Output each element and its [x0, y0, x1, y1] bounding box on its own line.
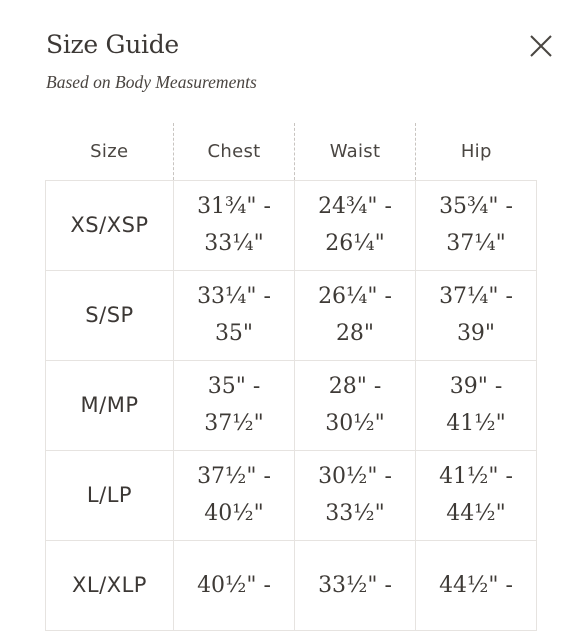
range-end: 44½": [446, 501, 506, 526]
range-start: 30½" -: [318, 464, 392, 489]
hip-cell: [416, 450, 537, 540]
range-start: 37½" -: [197, 464, 271, 489]
table-header-row: [46, 123, 537, 180]
range-start: 33¼" -: [197, 284, 271, 309]
range-start: 28" -: [328, 374, 382, 399]
range-end: 40½": [204, 501, 264, 526]
column-header-waist: Waist: [295, 123, 416, 180]
hip-cell: [416, 360, 537, 450]
hip-cell: [416, 270, 537, 360]
range-start: 35" -: [207, 374, 261, 399]
page-title: Size Guide: [46, 30, 179, 59]
range-start: 26¼" -: [318, 284, 392, 309]
column-header-size: Size: [90, 140, 129, 162]
size-cell: XL/XLP: [46, 540, 174, 630]
range-end: 41½": [446, 411, 506, 436]
range-end: 37¼": [446, 231, 506, 256]
chest-cell: [174, 360, 295, 450]
waist-cell: [295, 180, 416, 270]
close-button[interactable]: [526, 31, 556, 61]
range-end: 28": [335, 321, 375, 346]
range-start: 40½" -: [197, 572, 271, 598]
table-row: [46, 540, 537, 630]
size-cell: L/LP: [46, 450, 174, 540]
range-start: 31¾" -: [197, 194, 271, 219]
range-end: 33½": [325, 501, 385, 526]
waist-cell: [295, 270, 416, 360]
waist-cell: [295, 450, 416, 540]
range-end: 26¼": [325, 231, 385, 256]
hip-cell: [416, 180, 537, 270]
range-start: 33½" -: [318, 572, 392, 598]
column-header-hip: Hip: [416, 123, 537, 180]
range-end: 35": [214, 321, 254, 346]
close-icon: [526, 31, 556, 61]
table-row: [46, 450, 537, 540]
range-end: 30½": [325, 411, 385, 436]
size-cell: XS/XSP: [46, 180, 174, 270]
range-start: 44½" -: [439, 572, 513, 598]
size-table-container: [45, 123, 537, 598]
size-cell: S/SP: [46, 270, 174, 360]
range-end: 39": [456, 321, 496, 346]
range-end: 33¼": [204, 231, 264, 256]
table-row: [46, 270, 537, 360]
range-end: 37½": [204, 411, 264, 436]
range-start: 35¾" -: [439, 194, 513, 219]
hip-cell: [416, 540, 537, 630]
range-start: 24¾" -: [318, 194, 392, 219]
waist-cell: [295, 540, 416, 630]
chest-cell: [174, 270, 295, 360]
range-start: 37¼" -: [439, 284, 513, 309]
table-row: [46, 180, 537, 270]
waist-cell: [295, 360, 416, 450]
chest-cell: [174, 540, 295, 630]
column-header-chest: Chest: [174, 123, 295, 180]
range-start: 41½" -: [439, 464, 513, 489]
range-start: 39" -: [449, 374, 503, 399]
page-subtitle: Based on Body Measurements: [46, 72, 257, 92]
chest-cell: [174, 180, 295, 270]
size-cell: M/MP: [46, 360, 174, 450]
size-table: [45, 123, 537, 631]
table-row: [46, 360, 537, 450]
chest-cell: [174, 450, 295, 540]
